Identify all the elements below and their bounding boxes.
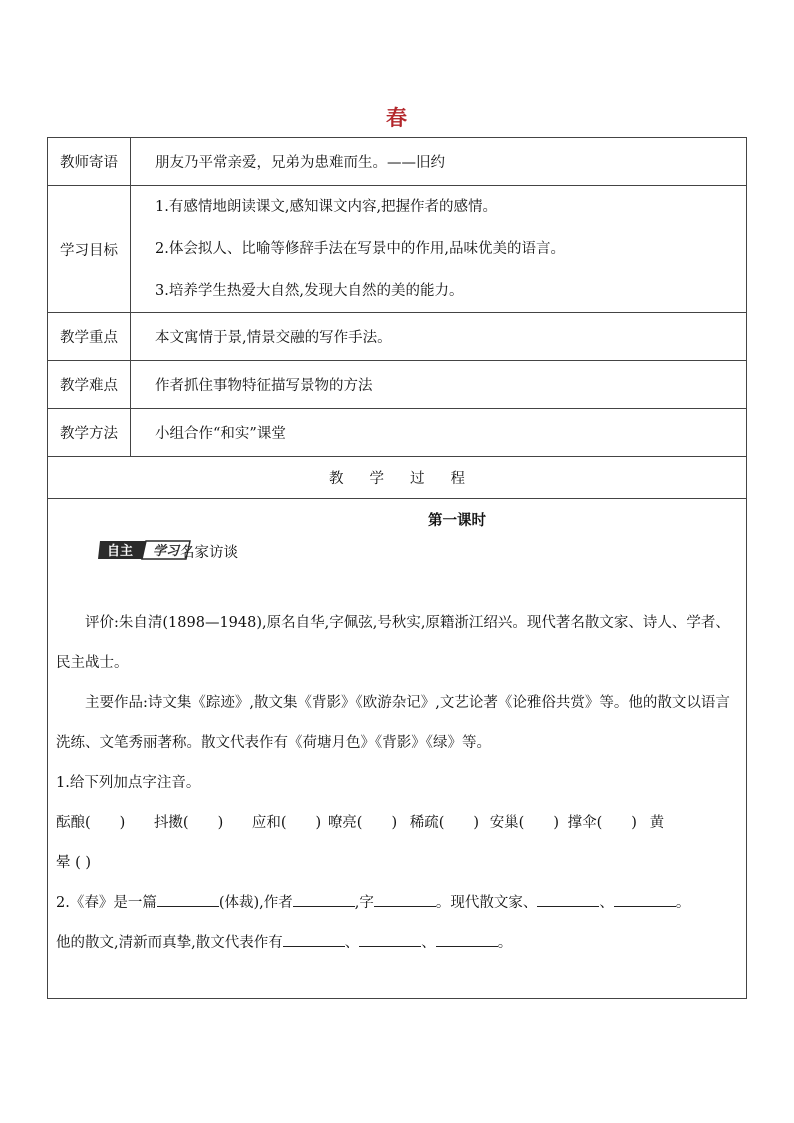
badge-row	[56, 533, 738, 569]
q2-text: (体裁),作者	[218, 895, 293, 911]
q1-item: 酝酿( )	[56, 815, 126, 831]
fill-blank[interactable]	[359, 932, 421, 947]
famous-author-label: 名家访谈	[180, 545, 238, 561]
q2-text: 、	[421, 935, 436, 951]
q1-item: 稀疏( )	[409, 815, 480, 831]
fill-blank[interactable]	[614, 892, 676, 907]
label-key-points: 教学重点	[48, 313, 131, 361]
q2-line1	[56, 883, 738, 923]
q2-text: 。	[675, 895, 691, 911]
process-header: 教学过程	[48, 457, 747, 499]
row-teacher-words	[48, 138, 747, 186]
label-methods: 教学方法	[48, 409, 131, 457]
fill-blank[interactable]	[537, 892, 599, 907]
q1-item: 应和( )	[251, 815, 322, 831]
q2-text: 他的散文,清新而真挚,散文代表作有	[56, 935, 283, 951]
lesson-plan-table	[47, 137, 747, 999]
q1-item: 撑伞( )	[567, 815, 637, 831]
q1-item: 黄	[649, 815, 665, 831]
fill-blank[interactable]	[374, 892, 436, 907]
q2-line2	[56, 923, 738, 963]
difficulties-text: 作者抓住事物特征描写景物的方法	[131, 361, 747, 409]
evaluation-paragraph: 评价:朱自清(1898—1948),原名自华,字佩弦,号秋实,原籍浙江绍兴。现代著名散文家、诗人、学者、民主战士。	[56, 615, 730, 671]
q2-text: 。现代散文家、	[435, 895, 538, 911]
row-difficulties	[48, 361, 747, 409]
document-title: 春	[386, 105, 408, 130]
badge-part1: 自主	[106, 544, 134, 559]
row-first-lesson	[48, 499, 747, 999]
label-goals: 学习目标	[48, 186, 131, 313]
label-difficulties: 教学难点	[48, 361, 131, 409]
q1-items	[56, 803, 738, 843]
q2-text: 、	[344, 935, 360, 951]
works-paragraph: 主要作品:诗文集《踪迹》,散文集《背影》《欧游杂记》,文艺论著《论雅俗共赏》等。他的散文以语言洗练、文笔秀丽著称。散文代表作有《荷塘月色》《背影》《绿》等。	[56, 695, 730, 751]
row-methods	[48, 409, 747, 457]
q2-text: 、	[599, 895, 614, 911]
goal-item-1: 1.有感情地朗读课文,感知课文内容,把握作者的感情。	[155, 199, 498, 215]
q1-item: 嘹亮( )	[327, 815, 398, 831]
q2-text: 2.《春》是一篇	[56, 895, 157, 911]
goal-item-2: 2.体会拟人、比喻等修辞手法在写景中的作用,品味优美的语言。	[155, 241, 565, 257]
goal-item-3: 3.培养学生热爱大自然,发现大自然的美的能力。	[155, 283, 464, 299]
q2-text: 。	[497, 935, 513, 951]
row-goals	[48, 186, 747, 313]
key-points-text: 本文寓情于景,情景交融的写作手法。	[131, 313, 747, 361]
q1-prompt: 1.给下列加点字注音。	[56, 775, 201, 791]
fill-blank[interactable]	[157, 892, 219, 907]
q1-item: 安巢( )	[489, 815, 560, 831]
q1-item: 抖擞( )	[153, 815, 224, 831]
fill-blank[interactable]	[283, 932, 345, 947]
fill-blank[interactable]	[293, 892, 355, 907]
methods-text: 小组合作“和实”课堂	[131, 409, 747, 457]
teacher-words-text: 朋友乃平常亲爱，兄弟为患难而生。——旧约	[131, 138, 747, 186]
row-process-header	[48, 457, 747, 499]
badge-part2: 学习	[152, 544, 180, 559]
row-key-points	[48, 313, 747, 361]
label-teacher-words: 教师寄语	[48, 138, 131, 186]
q2-text: ,字	[354, 895, 374, 911]
fill-blank[interactable]	[436, 932, 498, 947]
session-title: 第一课时	[428, 512, 486, 529]
q1-tail: 晕 ( )	[56, 855, 92, 871]
